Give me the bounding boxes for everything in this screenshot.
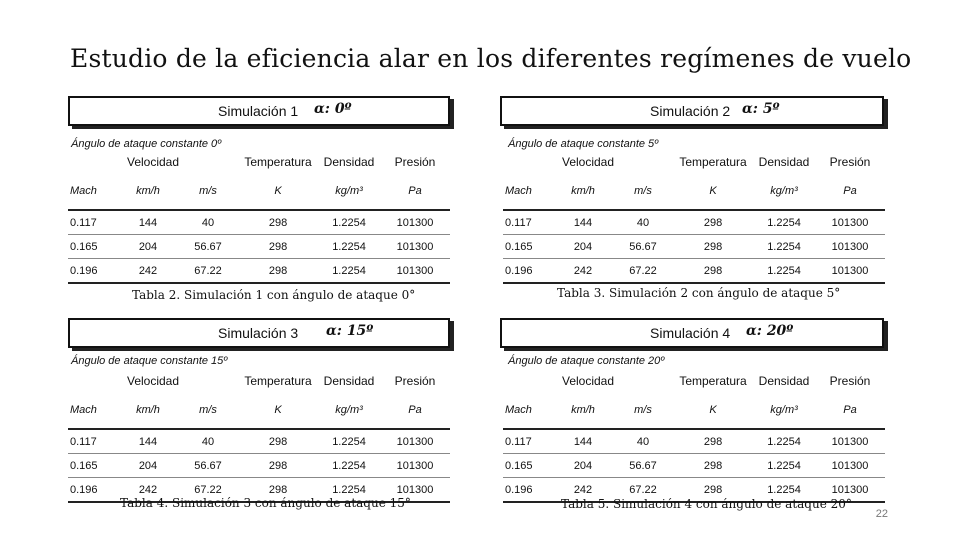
cell: 0.196 — [68, 478, 118, 503]
cell: 1.2254 — [753, 259, 815, 284]
cell: 0.117 — [68, 210, 118, 235]
cell: 204 — [553, 235, 613, 259]
velocidad-header: Velocidad — [561, 374, 615, 388]
kelvin-unit: K — [673, 173, 753, 210]
kmh-unit: km/h — [118, 173, 178, 210]
cell: 1.2254 — [318, 478, 380, 503]
cell: 40 — [178, 429, 238, 454]
simulation-2-angle-text: Ángulo de ataque constante 5º — [508, 138, 659, 150]
cell: 101300 — [380, 259, 450, 284]
cell: 101300 — [815, 478, 885, 503]
velocidad-header: Velocidad — [561, 155, 615, 169]
cell: 101300 — [815, 429, 885, 454]
kelvin-unit: K — [238, 173, 318, 210]
cell: 101300 — [380, 210, 450, 235]
cell: 0.117 — [503, 210, 553, 235]
cell: 1.2254 — [753, 478, 815, 503]
cell: 1.2254 — [753, 454, 815, 478]
cell: 0.165 — [68, 454, 118, 478]
density-unit: kg/m³ — [318, 173, 380, 210]
cell: 298 — [238, 454, 318, 478]
density-unit: kg/m³ — [753, 392, 815, 429]
pascal-unit: Pa — [815, 173, 885, 210]
pascal-unit: Pa — [815, 392, 885, 429]
pascal-unit: Pa — [380, 392, 450, 429]
presion-header: Presión — [394, 374, 436, 388]
cell: 101300 — [380, 235, 450, 259]
kelvin-unit: K — [238, 392, 318, 429]
cell: 144 — [553, 429, 613, 454]
simulation-3-label: Simulación 3 — [218, 325, 299, 341]
kmh-unit: km/h — [118, 392, 178, 429]
mach-unit: Mach — [503, 392, 553, 429]
table-row — [68, 210, 450, 235]
simulation-2-label: Simulación 2 — [650, 103, 731, 119]
cell: 56.67 — [178, 454, 238, 478]
simulation-2-alpha: α: 5º — [742, 101, 780, 117]
cell: 298 — [238, 235, 318, 259]
cell: 144 — [118, 429, 178, 454]
cell: 0.165 — [68, 235, 118, 259]
cell: 144 — [118, 210, 178, 235]
simulation-4-label: Simulación 4 — [650, 325, 731, 341]
cell: 242 — [553, 259, 613, 284]
cell: 144 — [553, 210, 613, 235]
table-row — [503, 210, 885, 235]
cell: 204 — [118, 454, 178, 478]
cell: 1.2254 — [318, 235, 380, 259]
densidad-header: Densidad — [758, 374, 810, 388]
cell: 56.67 — [613, 454, 673, 478]
page-number: 22 — [875, 508, 888, 520]
table-row — [68, 235, 450, 259]
cell: 1.2254 — [753, 210, 815, 235]
densidad-header: Densidad — [323, 155, 375, 169]
cell: 67.22 — [613, 478, 673, 503]
cell: 242 — [118, 478, 178, 503]
cell: 1.2254 — [318, 259, 380, 284]
simulation-4-angle-text: Ángulo de ataque constante 20º — [508, 355, 665, 367]
ms-unit: m/s — [178, 392, 238, 429]
densidad-header: Densidad — [758, 155, 810, 169]
simulation-3-table — [68, 370, 450, 503]
simulation-2-caption: Tabla 3. Simulación 2 con ángulo de ataque 5° — [557, 286, 841, 300]
cell: 1.2254 — [318, 429, 380, 454]
table-row — [68, 259, 450, 284]
cell: 0.165 — [503, 454, 553, 478]
cell: 0.165 — [503, 235, 553, 259]
kmh-unit: km/h — [553, 392, 613, 429]
presion-header: Presión — [829, 155, 871, 169]
cell: 56.67 — [178, 235, 238, 259]
cell: 101300 — [815, 259, 885, 284]
table-row — [68, 454, 450, 478]
cell: 298 — [673, 454, 753, 478]
cell: 298 — [673, 429, 753, 454]
ms-unit: m/s — [613, 392, 673, 429]
ms-unit: m/s — [613, 173, 673, 210]
simulation-4-caption: Tabla 5. Simulación 4 con ángulo de ataque 20° — [561, 497, 852, 511]
cell: 0.196 — [503, 478, 553, 503]
mach-unit: Mach — [68, 173, 118, 210]
densidad-header: Densidad — [323, 374, 375, 388]
cell: 67.22 — [178, 478, 238, 503]
cell: 56.67 — [613, 235, 673, 259]
cell: 40 — [613, 429, 673, 454]
temperatura-header: Temperatura — [244, 374, 312, 388]
kmh-unit: km/h — [553, 173, 613, 210]
simulation-3-alpha: α: 15º — [326, 323, 374, 339]
simulation-1-alpha: α: 0º — [314, 101, 352, 117]
cell: 204 — [553, 454, 613, 478]
cell: 40 — [613, 210, 673, 235]
cell: 67.22 — [613, 259, 673, 284]
simulation-4-table — [503, 370, 885, 503]
simulation-1-angle-text: Ángulo de ataque constante 0º — [71, 138, 222, 150]
kelvin-unit: K — [673, 392, 753, 429]
density-unit: kg/m³ — [318, 392, 380, 429]
cell: 101300 — [815, 235, 885, 259]
cell: 1.2254 — [318, 210, 380, 235]
pascal-unit: Pa — [380, 173, 450, 210]
simulation-2-table — [503, 151, 885, 284]
cell: 298 — [238, 210, 318, 235]
cell: 242 — [553, 478, 613, 503]
cell: 101300 — [815, 454, 885, 478]
table-row — [503, 454, 885, 478]
mach-unit: Mach — [503, 173, 553, 210]
cell: 242 — [118, 259, 178, 284]
density-unit: kg/m³ — [753, 173, 815, 210]
temperatura-header: Temperatura — [679, 374, 747, 388]
table-row — [68, 429, 450, 454]
cell: 0.196 — [68, 259, 118, 284]
cell: 0.196 — [503, 259, 553, 284]
table-row — [503, 259, 885, 284]
velocidad-header: Velocidad — [126, 155, 180, 169]
cell: 204 — [118, 235, 178, 259]
cell: 0.117 — [503, 429, 553, 454]
cell: 298 — [238, 429, 318, 454]
ms-unit: m/s — [178, 173, 238, 210]
cell: 101300 — [380, 478, 450, 503]
cell: 101300 — [380, 429, 450, 454]
cell: 298 — [673, 478, 753, 503]
cell: 101300 — [815, 210, 885, 235]
table-row — [503, 429, 885, 454]
temperatura-header: Temperatura — [244, 155, 312, 169]
simulation-1-caption: Tabla 2. Simulación 1 con ángulo de ataque 0° — [132, 288, 416, 302]
cell: 298 — [673, 235, 753, 259]
cell: 298 — [673, 259, 753, 284]
temperatura-header: Temperatura — [679, 155, 747, 169]
cell: 101300 — [380, 454, 450, 478]
simulation-1-label: Simulación 1 — [218, 103, 299, 119]
mach-unit: Mach — [68, 392, 118, 429]
presion-header: Presión — [394, 155, 436, 169]
cell: 298 — [673, 210, 753, 235]
simulation-3-caption: Tabla 4. Simulación 3 con ángulo de ataque 15° — [120, 496, 411, 510]
cell: 1.2254 — [318, 454, 380, 478]
simulation-1-table — [68, 151, 450, 284]
page-title: Estudio de la eficiencia alar en los diferentes regímenes de vuelo — [70, 44, 912, 73]
simulation-4-alpha: α: 20º — [746, 323, 794, 339]
table-row — [503, 235, 885, 259]
velocidad-header: Velocidad — [126, 374, 180, 388]
simulation-3-angle-text: Ángulo de ataque constante 15º — [71, 355, 228, 367]
cell: 40 — [178, 210, 238, 235]
cell: 298 — [238, 259, 318, 284]
cell: 1.2254 — [753, 429, 815, 454]
cell: 298 — [238, 478, 318, 503]
cell: 0.117 — [68, 429, 118, 454]
cell: 1.2254 — [753, 235, 815, 259]
presion-header: Presión — [829, 374, 871, 388]
cell: 67.22 — [178, 259, 238, 284]
